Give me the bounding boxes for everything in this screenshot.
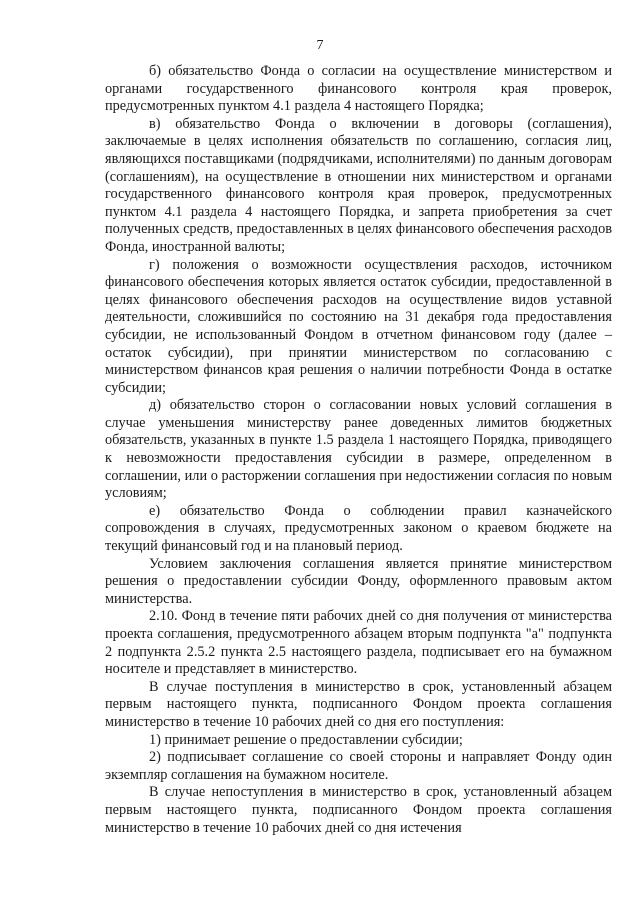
paragraph-item-2: 2) подписывает соглашение со своей стороны и направляет Фонду один экземпляр соглашения на бумажном носителе. — [105, 749, 612, 783]
paragraph-e-treasury-support: е) обязательство Фонда о соблюдении правил казначейского сопровождения в случаях, предусмотренных законом о краевом бюджете на текущий финансовый год и на плановый период. — [105, 502, 612, 555]
paragraph-v-contracts-inclusion: в) обязательство Фонда о включении в договоры (соглашения), заключаемые в целях исполнения обязательств по соглашению, согласия лиц, являющихся поставщиками (подрядчиками, исполнителями) по данным договорам (соглашениям), на осуществление в отношении них министерством и органами государственного финансового контроля края проверок, предусмотренных пунктом 4.1 раздела 4 настоящего Порядка, и запрета приобретения за счет полученных средств, предоставленных в целях финансового обеспечения расходов Фонда, иностранной валюты; — [105, 115, 612, 255]
paragraph-receipt-case: В случае поступления в министерство в срок, установленный абзацем первым настоящего пункта, подписанного Фондом проекта соглашения министерство в течение 10 рабочих дней со дня его поступления: — [105, 678, 612, 730]
paragraph-agreement-condition: Условием заключения соглашения является принятие министерством решения о предоставлении субсидии Фонду, оформленного правовым актом министерства. — [105, 555, 612, 607]
paragraph-item-1: 1) принимает решение о предоставлении субсидии; — [149, 731, 463, 748]
paragraph-d-new-conditions: д) обязательство сторон о согласовании новых условий соглашения в случае уменьшения министерству ранее доведенных лимитов бюджетных обязательств, указанных в пункте 1.5 раздела 1 настоящего Порядка, приводящего к невозможности предоставления субсидии в размере, определенном в соглашении, или о расторжении соглашения при недостижении согласия по новым условиям; — [105, 397, 612, 502]
paragraph-2-10: 2.10. Фонд в течение пяти рабочих дней со дня получения от министерства проекта соглашения, предусмотренного абзацем вторым подпункта "а" подпункта 2 подпункта 2.5.2 пункта 2.5 настоящего раздела, подписывает его на бумажном носителе и представляет в министерство. — [105, 608, 612, 678]
document-body — [105, 63, 612, 837]
page-number: 7 — [316, 38, 324, 53]
paragraph-non-receipt-case: В случае непоступления в министерство в срок, установленный абзацем первым настоящего пункта, подписанного Фондом проекта соглашения министерство в течение 10 рабочих дней со дня истечения — [105, 784, 612, 836]
paragraph-g-subsidy-remainder: г) положения о возможности осуществления расходов, источником финансового обеспечения которых является остаток субсидии, предоставленной в целях финансового обеспечения расходов на осуществление видов уставной деятельности, сложившийся по состоянию на 31 декабря года предоставления субсидии, не использованный Фондом в отчетном финансовом году (далее – остаток субсидии), при принятии министерством по согласованию с министерством финансов края решения о наличии потребности Фонда в остатке субсидии; — [105, 256, 612, 396]
paragraph-b-fund-consent: б) обязательство Фонда о согласии на осуществление министерством и органами государственного финансового контроля края проверок, предусмотренных пунктом 4.1 раздела 4 настоящего Порядка; — [105, 63, 612, 115]
